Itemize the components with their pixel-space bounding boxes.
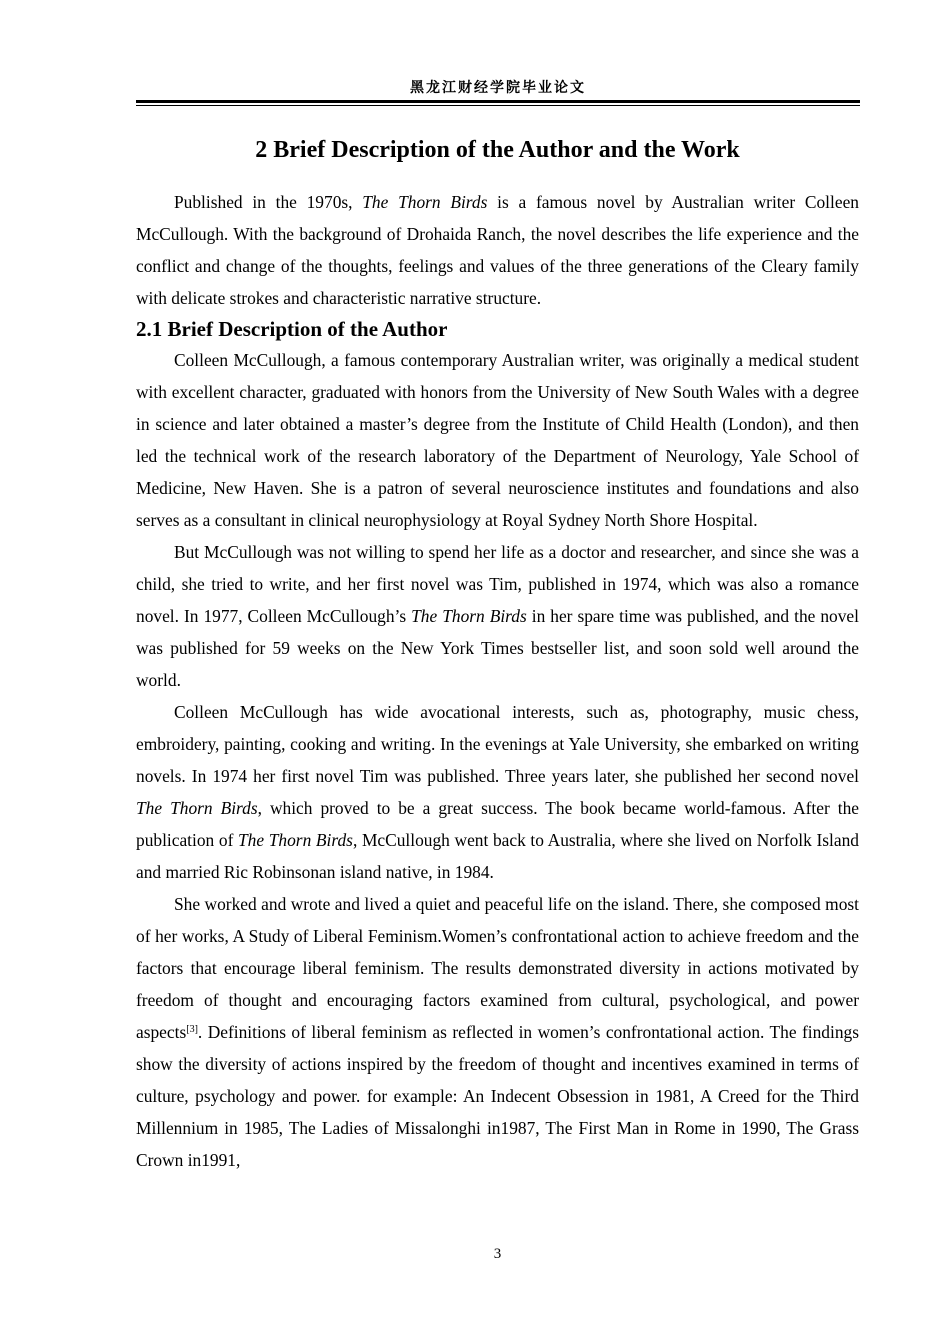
book-title: The Thorn Birds — [362, 192, 488, 212]
text-run: But McCullough was not willing to spend her life as a doctor and researcher, and since she was a child, she tried to write, and her first novel was Tim, published in 1974, which was also a romance novel. In 1977, Colleen McCullough’s — [136, 542, 859, 626]
text-run: Published in the 1970s, — [174, 192, 363, 212]
header-rule-thick — [136, 100, 860, 103]
text-run: She worked and wrote and lived a quiet and peaceful life on the island. There, she composed most of her works, A Study of Liberal Feminism.Women’s confrontational action to achieve freedom and the factors that encourage liberal feminism. The results demonstrated diversity in actions motivated by freedom of thought and encouraging factors examined from cultural, psychological, and power aspects — [136, 894, 859, 1042]
text-run: , McCullough went back to Australia, where she lived on Norfolk Island and married Ric Robinsonan island native, in 1984. — [136, 830, 859, 882]
page-number: 3 — [493, 1246, 502, 1262]
text-run: in her spare time was published, and the novel was published for 59 weeks on the New York Times bestseller list, and soon sold well around the world. — [136, 606, 859, 690]
header-rule-thin — [136, 105, 860, 106]
text-run: . Definitions of liberal feminism as reflected in women’s confrontational action. The findings show the diversity of actions inspired by the freedom of thought and incentives examined in terms of culture, psychology and power. for example: An Indecent Obsession in 1981, A Creed for the Third Millennium in 1985, The Ladies of Missalonghi in1987, The First Man in Rome in 1990, The Grass Crown in1991, — [136, 1022, 859, 1170]
citation-reference: [3] — [186, 1024, 198, 1035]
body-paragraph-interests — [136, 696, 859, 888]
book-title: The Thorn Birds — [411, 606, 527, 626]
page-content — [136, 134, 859, 1176]
book-title: The Thorn Birds — [136, 798, 258, 818]
book-title: The Thorn Birds — [238, 830, 353, 850]
body-paragraph-island-life — [136, 888, 859, 1176]
body-paragraph-author-bio: Colleen McCullough, a famous contemporary Australian writer, was originally a medical student with excellent character, graduated with honors from the University of New South Wales with a degree in science and later obtained a master’s degree from the Institute of Child Health (London), and then led the technical work of the research laboratory of the Department of Neurology, Yale School of Medicine, New Haven. She is a patron of several neuroscience institutes and foundations and also serves as a consultant in clinical neurophysiology at Royal Sydney North Shore Hospital. — [136, 350, 859, 530]
running-header: 黑龙江财经学院毕业论文 — [410, 80, 586, 96]
text-run: Colleen McCullough has wide avocational interests, such as, photography, music chess, embroidery, painting, cooking and writing. In the evenings at Yale University, she embarked on writing novels. In 1974 her first novel Tim was published. Three years later, she published her second novel — [136, 702, 859, 786]
intro-paragraph — [136, 186, 859, 314]
body-paragraph-writing-career — [136, 536, 859, 696]
section-title: 2.1 Brief Description of the Author — [136, 317, 448, 341]
text-run: , which proved to be a great success. The book became world-famous. After the publication of — [136, 798, 859, 850]
chapter-title: 2 Brief Description of the Author and the Work — [255, 137, 740, 163]
text-run: is a famous novel by Australian writer Colleen McCullough. With the background of Drohaida Ranch, the novel describes the life experience and the conflict and change of the thoughts, feelings and values of the three generations of the Cleary family with delicate strokes and characteristic narrative structure. — [136, 192, 859, 308]
